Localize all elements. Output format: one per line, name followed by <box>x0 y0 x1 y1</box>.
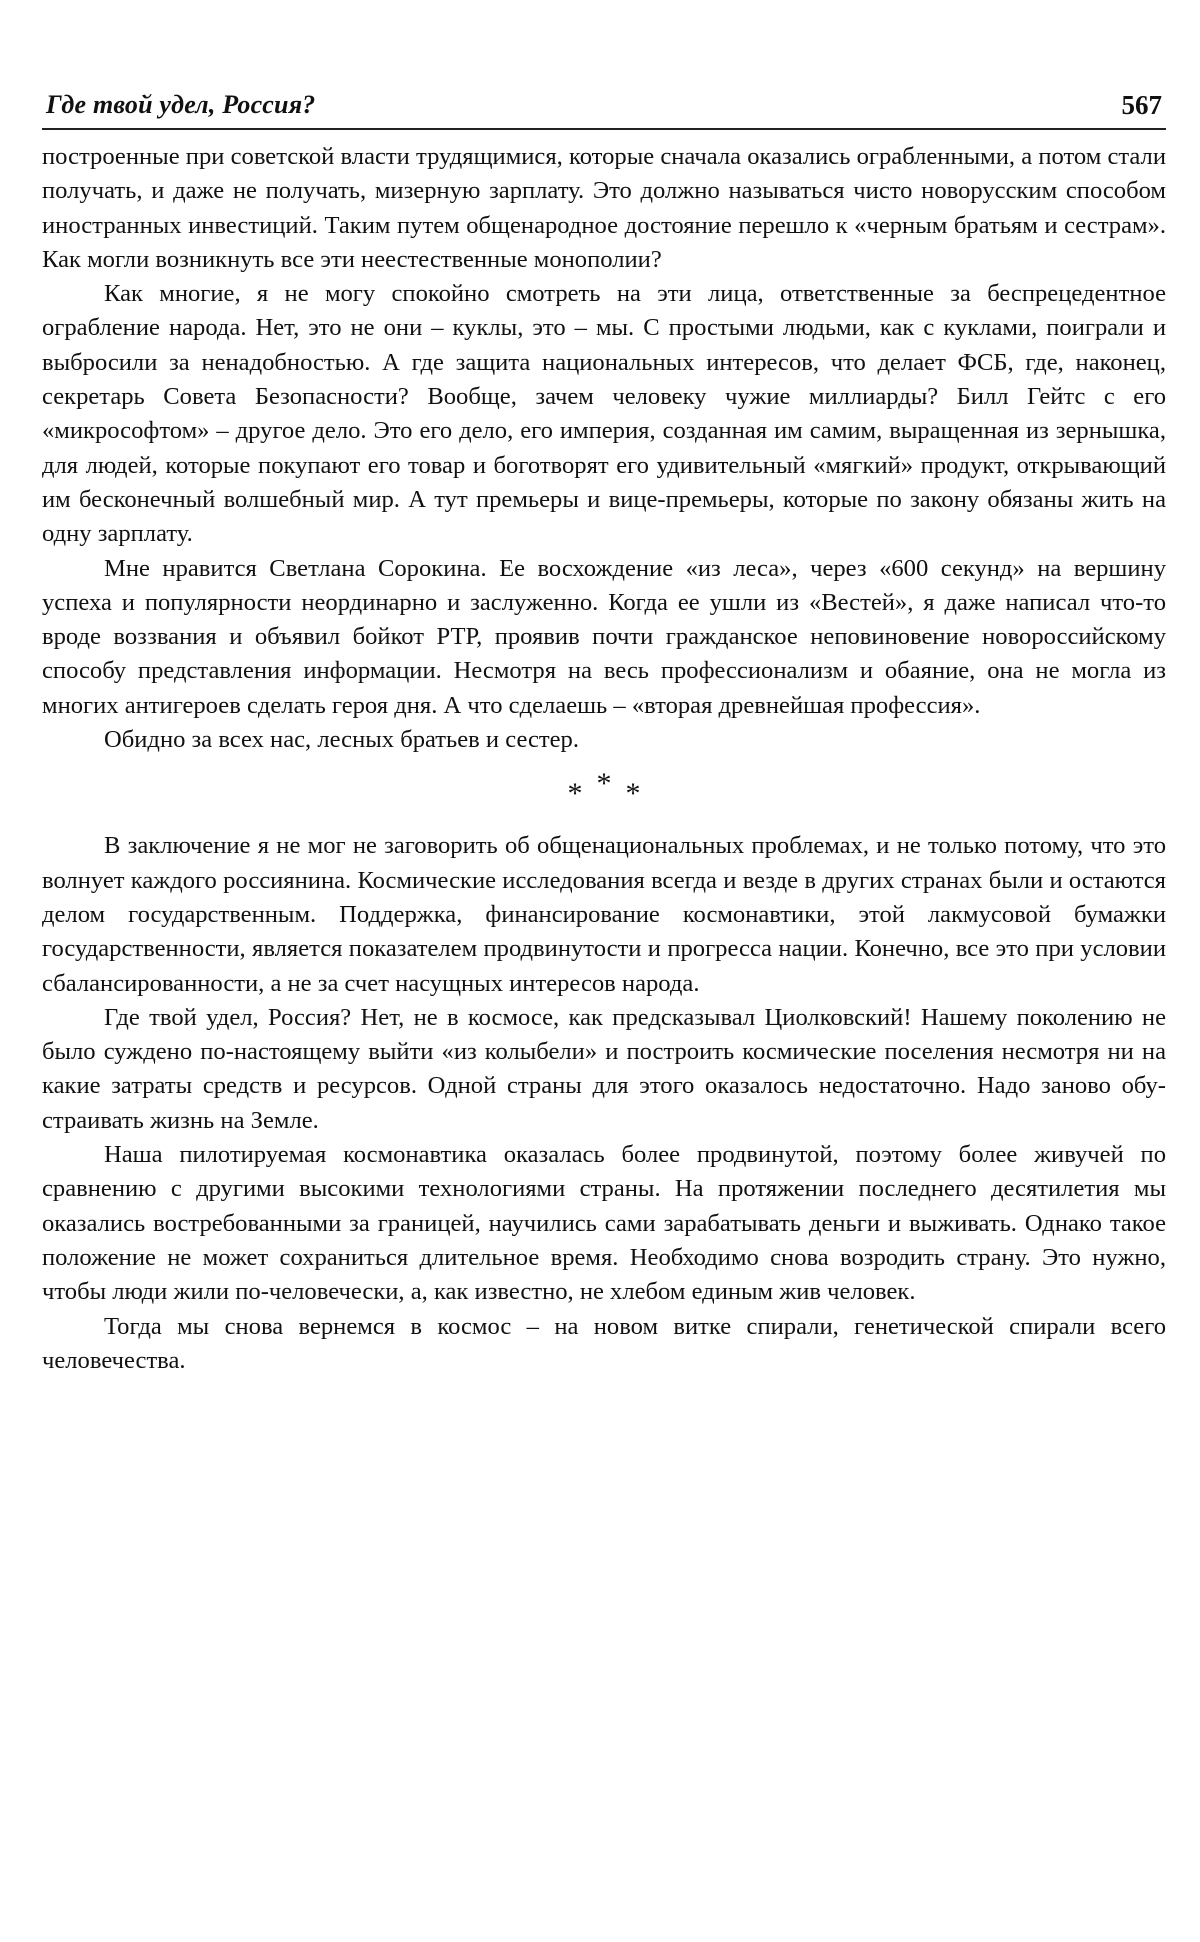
running-title: Где твой удел, Россия? <box>46 90 316 119</box>
section-separator <box>42 757 1166 829</box>
page-number: 567 <box>1121 90 1162 120</box>
paragraph: Наша пилотируемая космонавтика оказалась более продвинутой, поэтому более живучей по сравнению с другими высокими технологиями страны. На протяжении последнего десятилетия мы оказались востребованными за границей, научились сами зарабатывать деньги и выживать. Однако такое положение не может сохраниться длительное время. Необходимо снова возродить страну. Это нужно, чтобы люди жили по-человечески, а, как известно, не хлебом единым жив человек. <box>42 1141 1166 1306</box>
paragraph: В заключение я не мог не заговорить об общенациональных проблемах, и не только потому, что это волнует каждого россиянина. Космические исследования всегда и везде в других странах были и остаются делом государственным. Поддержка, финансирование космонавтики, этой лакмусовой бумажки государственности, является показателем продвинутости и прогресса нации. Конечно, все это при условии сбалансированности, а не за счет насущных интересов народа. <box>42 832 1166 997</box>
separator-asterisk: * <box>625 777 655 811</box>
paragraph: построенные при советской власти трудящимися, которые сначала оказались ограбленными, а потом стали получать, и даже не получать, мизерную зарплату. Это должно называться чисто новорусским способом иностранных инвестиций. Таким путем общенародное достояние перешло к «черным братьям и сестрам». Как могли возникнуть все эти неестественные монополии? <box>42 143 1166 273</box>
paragraph: Мне нравится Светлана Сорокина. Ее восхождение «из леса», через «600 секунд» на вершину успеха и популярности неординарно и заслуженно. Когда ее ушли из «Вестей», я даже написал что-то вроде воззвания и объявил бойкот РТР, проявив почти гражданское неповиновение новороссийскому способу представления информации. Несмотря на весь профессионализм и обаяние, она не могла из многих антигероев сделать героя дня. А что сделаешь – «вторая древнейшая профессия». <box>42 554 1166 719</box>
paragraph: Где твой удел, Россия? Нет, не в космосе, как предсказывал Циолковский! Нашему поколению не было суждено по-настоящему выйти «из колыбели» и построить космические поселения несмотря ни на какие затраты средств и ресурсов. Одной страны для этого оказалось недостаточно. Надо заново обустраивать жизнь на Земле. <box>42 1003 1166 1134</box>
book-page <box>42 88 1166 1378</box>
body-text <box>42 140 1166 1378</box>
running-header <box>42 88 1166 130</box>
paragraph: Как многие, я не могу спокойно смотреть на эти лица, ответственные за беспрецедентное ограбление народа. Нет, это не они – куклы, это – мы. С простыми людьми, как с куклами, поиграли и выбросили за ненадобностью. А где защита национальных интересов, что делает ФСБ, где, наконец, секретарь Совета Безопасности? Вообще, зачем человеку чужие миллиарды? Билл Гейтс с его «микрософтом» – другое дело. Это его дело, его империя, созданная им самим, выращенная из зернышка, для людей, которые покупают его товар и боготворят его удивительный «мягкий» продукт, открывающий им бесконечный волшебный мир. А тут премьеры и вице-премьеры, которые по закону обязаны жить на одну зарплату. <box>42 280 1166 548</box>
separator-asterisk: * <box>596 767 626 801</box>
separator-asterisk: * <box>567 777 597 811</box>
paragraph: Тогда мы снова вернемся в космос – на новом витке спирали, генетической спирали всего человечества. <box>42 1312 1166 1374</box>
paragraph: Обидно за всех нас, лесных братьев и сестер. <box>104 726 580 754</box>
